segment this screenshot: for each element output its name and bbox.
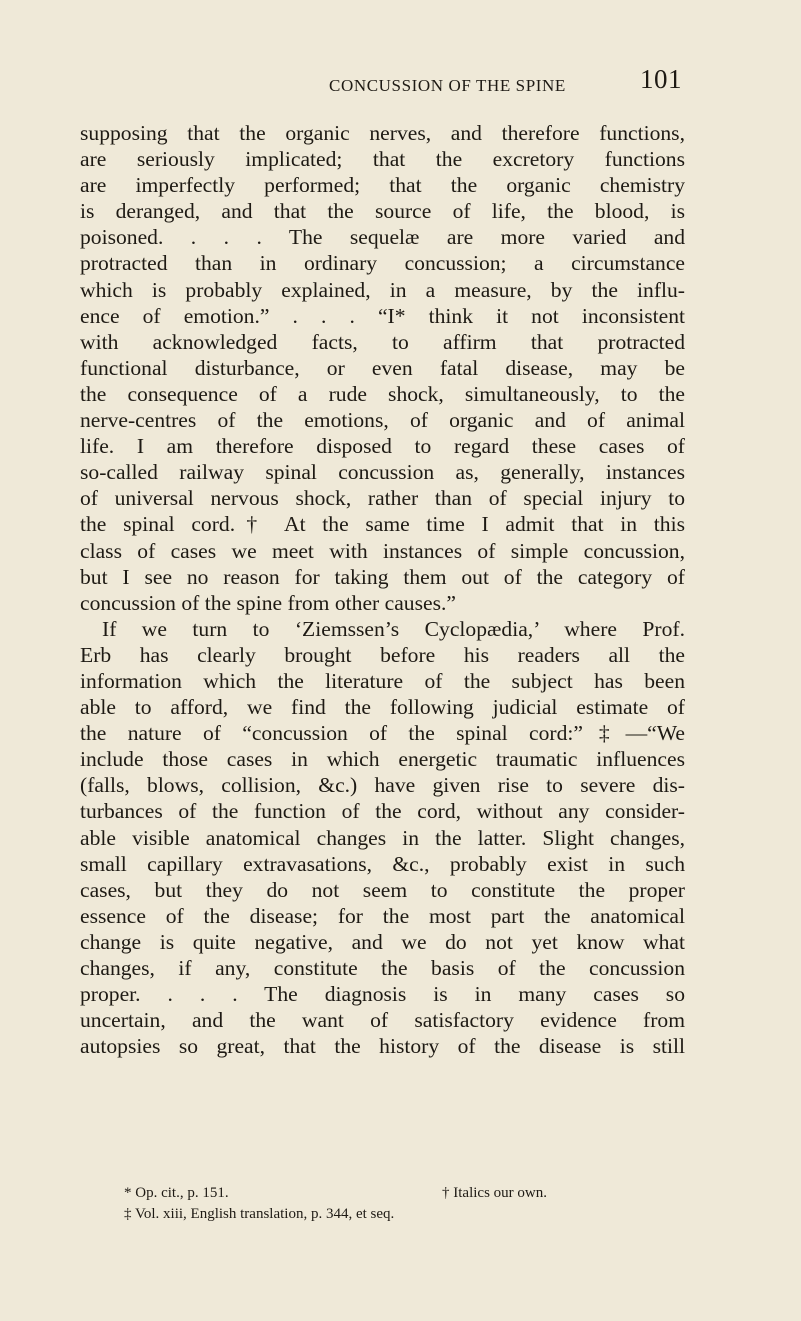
footnote-row bbox=[80, 1204, 690, 1225]
text-line: If we turn to ‘Ziemssen’s Cyclopædia,’ where Prof. bbox=[102, 616, 685, 641]
text-line: concussion of the spine from other causes.” bbox=[80, 590, 456, 615]
text-line: uncertain, and the want of satisfactory evidence from bbox=[80, 1008, 685, 1033]
text-line: class of cases we meet with instances of simple concussion, bbox=[80, 538, 685, 563]
text-line: change is quite negative, and we do not yet know what bbox=[80, 929, 685, 954]
text-line: are seriously implicated; that the excretory functions bbox=[80, 147, 685, 172]
text-line: turbances of the function of the cord, without any consider- bbox=[80, 799, 685, 824]
page-number: 101 bbox=[640, 64, 682, 94]
text-line: of universal nervous shock, rather than of special injury to bbox=[80, 486, 685, 511]
text-line: small capillary extravasations, &c., probably exist in such bbox=[80, 851, 685, 876]
text-line: proper. . . . The diagnosis is in many cases so bbox=[80, 982, 685, 1007]
text-line: changes, if any, constitute the basis of the concussion bbox=[80, 956, 685, 980]
text-line: so-called railway spinal concussion as, generally, instances bbox=[80, 460, 685, 485]
text-line: poisoned. . . . The sequelæ are more varied and bbox=[80, 225, 685, 250]
text-line: able to afford, we find the following judicial estimate of bbox=[80, 695, 685, 720]
text-line: functional disturbance, or even fatal disease, may be bbox=[80, 355, 685, 380]
text-line: nerve-centres of the emotions, of organic and of animal bbox=[80, 408, 685, 433]
text-line: Erb has clearly brought before his readers all the bbox=[80, 642, 685, 667]
text-line: information which the literature of the subject has been bbox=[80, 668, 685, 693]
footnote-double-dagger: ‡ Vol. xiii, English translation, p. 344, et seq. bbox=[124, 1206, 395, 1222]
text-line: cases, but they do not seem to constitute the proper bbox=[80, 877, 685, 902]
text-line: the nature of “concussion of the spinal cord:”‡—“We bbox=[80, 721, 685, 746]
text-line: are imperfectly performed; that the organic chemistry bbox=[80, 173, 685, 198]
footnotes bbox=[80, 1183, 690, 1225]
text-line: with acknowledged facts, to affirm that protracted bbox=[80, 329, 685, 354]
text-line: the spinal cord.† At the same time I admit that in this bbox=[80, 512, 685, 537]
text-line: include those cases in which energetic traumatic influences bbox=[80, 747, 685, 772]
text-line: protracted than in ordinary concussion; a circumstance bbox=[80, 251, 685, 276]
text-line: life. I am therefore disposed to regard these cases of bbox=[80, 434, 685, 459]
text-line: essence of the disease; for the most part the anatomical bbox=[80, 903, 685, 928]
text-line: which is probably explained, in a measure, by the influ- bbox=[80, 277, 685, 302]
body-text bbox=[80, 120, 685, 1059]
text-line: the consequence of a rude shock, simultaneously, to the bbox=[80, 381, 685, 406]
footnote-star: * Op. cit., p. 151. bbox=[124, 1185, 229, 1201]
text-line: is deranged, and that the source of life, the blood, is bbox=[80, 199, 685, 224]
page-header bbox=[80, 64, 720, 104]
text-line: supposing that the organic nerves, and therefore functions, bbox=[80, 121, 685, 145]
running-head: CONCUSSION OF THE SPINE bbox=[329, 76, 566, 95]
text-line: ence of emotion.” . . . “I* think it not inconsistent bbox=[80, 303, 685, 328]
text-line: (falls, blows, collision, &c.) have given rise to severe dis- bbox=[80, 773, 685, 798]
text-line: but I see no reason for taking them out of the category of bbox=[80, 564, 685, 589]
text-line: autopsies so great, that the history of the disease is still bbox=[80, 1034, 685, 1059]
footnote-row bbox=[80, 1183, 690, 1204]
footnote-dagger: † Italics our own. bbox=[442, 1185, 547, 1201]
text-line: able visible anatomical changes in the latter. Slight changes, bbox=[80, 825, 685, 850]
